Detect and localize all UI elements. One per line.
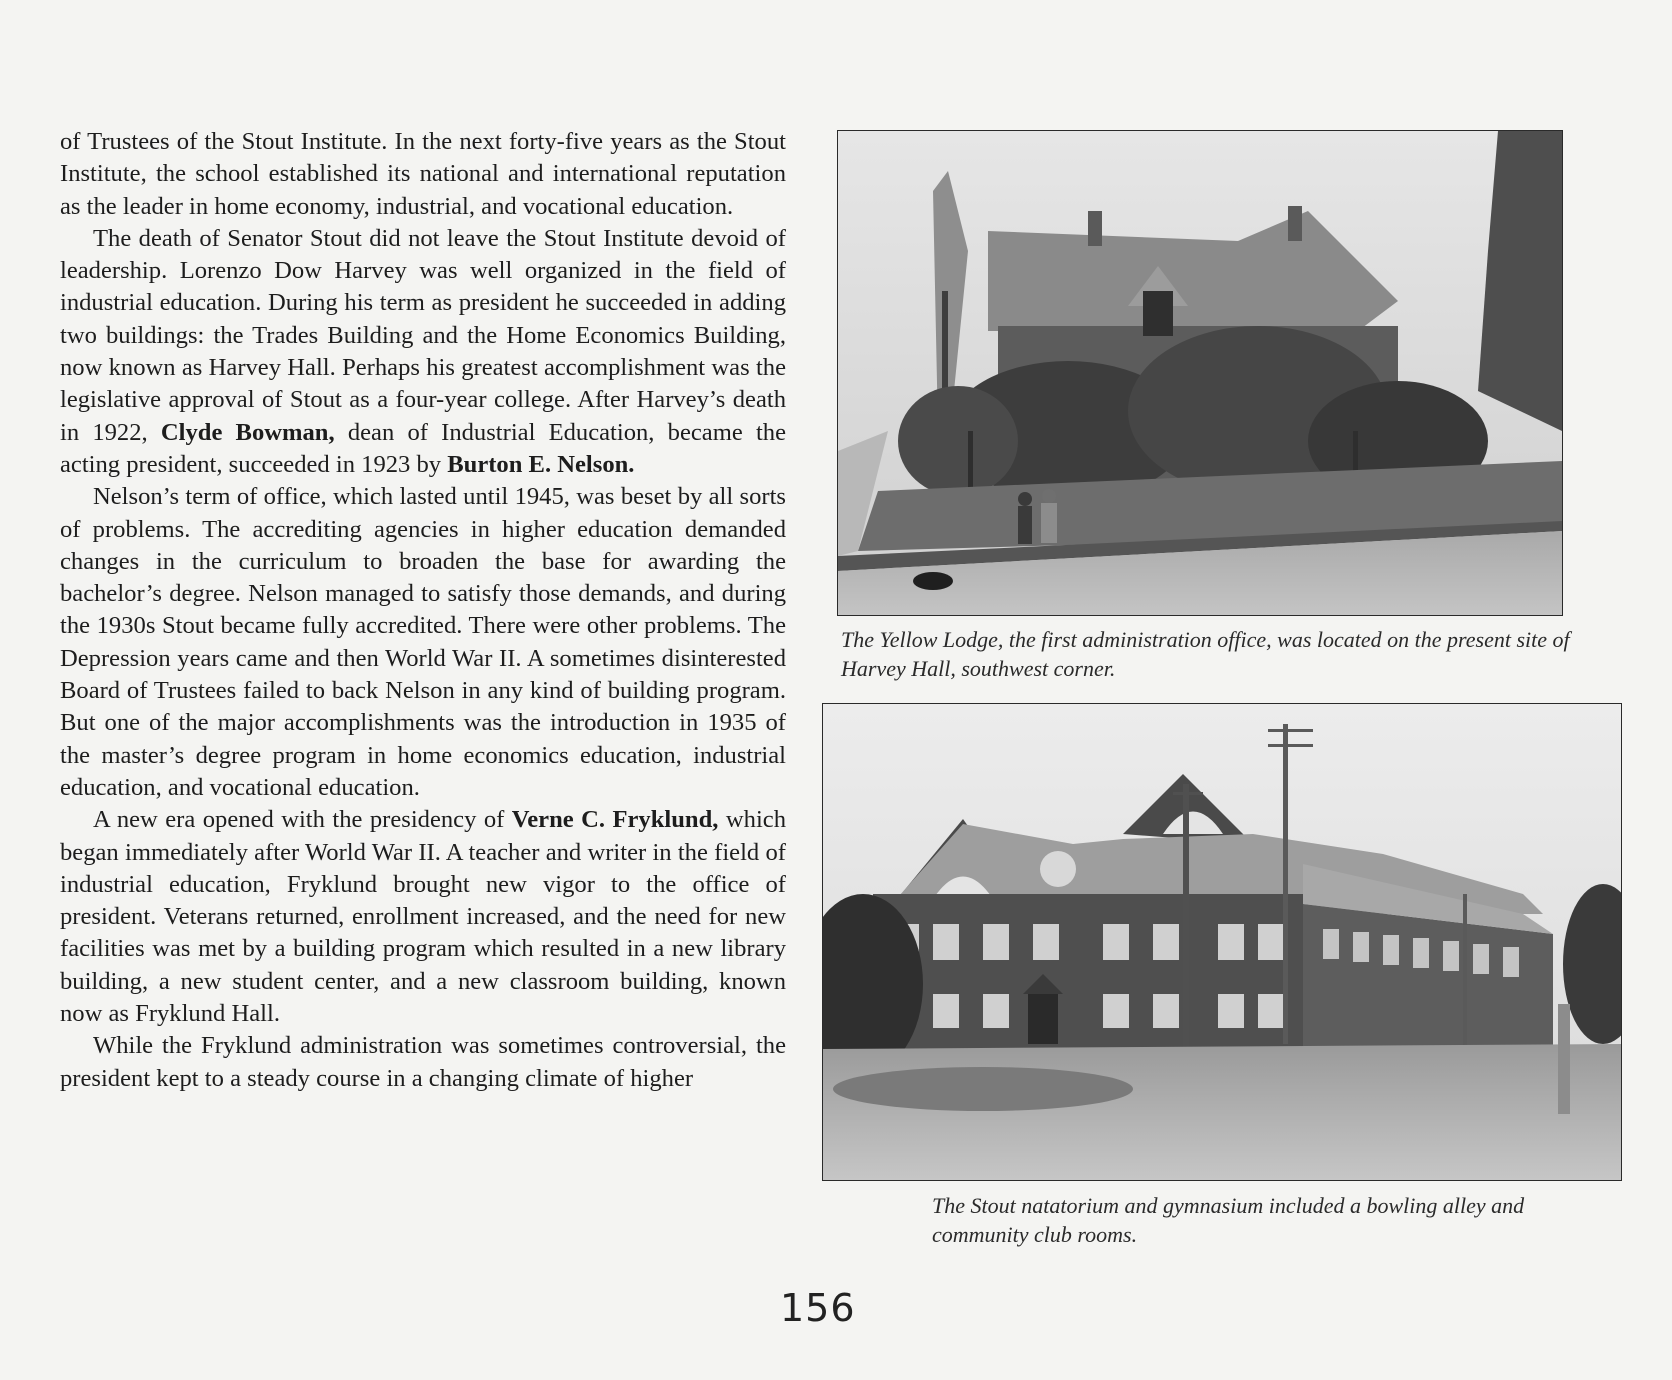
natatorium-caption: The Stout natatorium and gymnasium included a bowling alley and community club rooms. [932,1193,1525,1247]
body-text-column [60,126,786,1095]
name-verne-fryklund: Verne C. Fryklund, [511,806,719,834]
paragraph-4 [60,804,786,1030]
paragraph-4-text-b: which began immediately after World War II. A teacher and writer in the field of industrial education, Fryklund brought new vigor to the office of president. Veterans returned, enrollment increased, and the need for new facilities was met by a building program which resulted in a new library building, a new student center, and a new classroom building, known now as Fryklund Hall. [60,806,786,1028]
natatorium-gymnasium-photo [822,703,1622,1181]
paragraph-2 [60,223,786,481]
yellow-lodge-caption: The Yellow Lodge, the first administration office, was located on the present site of Harvey Hall, southwest corner. [841,627,1570,681]
paragraph-3: Nelson’s term of office, which lasted until 1945, was beset by all sorts of problems. The accrediting agencies in higher education demanded changes in the curriculum to broaden the base for awarding the bachelor’s degree. Nelson managed to satisfy those demands, and during the 1930s Stout became fully accredited. There were other problems. The Depression years came and then World War II. A sometimes disinterested Board of Trustees failed to back Nelson in any kind of building program. But one of the major accomplishments was the introduction in 1935 of the master’s degree program in home economics education, industrial education, and vocational education. [60,483,786,801]
name-clyde-bowman: Clyde Bowman, [160,418,335,446]
name-burton-nelson: Burton E. Nelson. [447,450,635,478]
paragraph-2-text-a: The death of Senator Stout did not leave the Stout Institute devoid of leadership. Lorenzo Dow Harvey was well organized in the field of industrial education. During his term as president he succeeded in adding two buildings: the Trades Building and the Home Economics Building, now known as Harvey Hall. Perhaps his greatest accomplishment was the legislative approval of Stout as a four-year college. After Harvey’s death in 1922, [60,224,786,446]
yellow-lodge-photo [837,130,1563,616]
page-number: 156 [780,1286,856,1330]
paragraph-2-text-b: dean of Industrial Education, became the acting president, succeeded in 1923 by [60,418,786,478]
paragraph-4-text-a: A new era opened with the presidency of [93,806,512,834]
paragraph-5: While the Fryklund administration was sometimes controversial, the president kept to a steady course in a changing climate of higher [60,1032,786,1092]
paragraph-1: of Trustees of the Stout Institute. In the next forty-five years as the Stout Institute, the school established its national and international reputation as the leader in home economy, industrial, and vocational education. [60,128,786,220]
